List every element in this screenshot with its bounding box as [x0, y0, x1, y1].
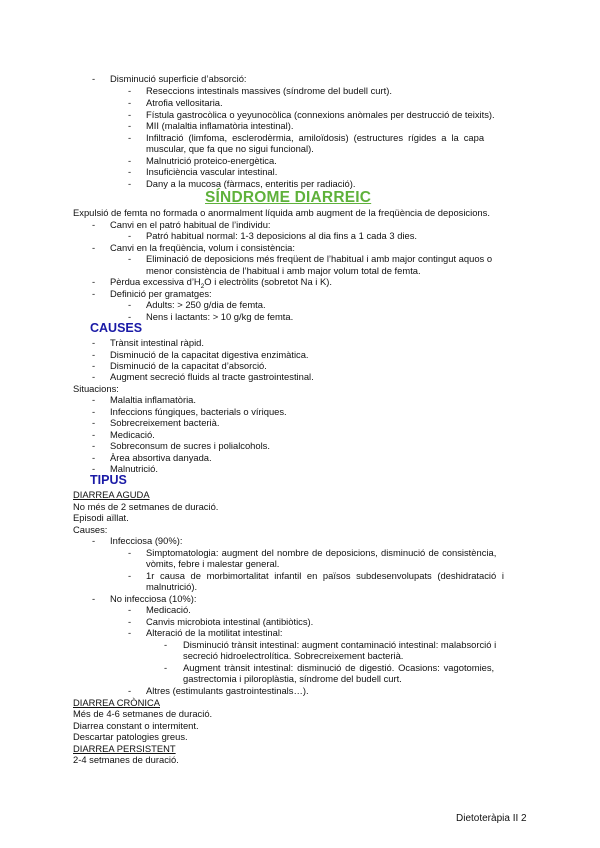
text-part: Pèrdua excessiva d’H	[110, 276, 201, 287]
bullet-dash: -	[92, 360, 96, 371]
text-line: Descartar patologies greus.	[73, 731, 188, 742]
list-item: Àrea absortiva danyada.	[110, 452, 212, 463]
section-heading-syndrome: SÍNDROME DIARREIC	[205, 189, 372, 206]
list-item: Alteració de la motilitat intestinal:	[146, 627, 283, 638]
subheading-acute: DIARREA AGUDA	[73, 489, 150, 500]
bullet-dash: -	[92, 406, 96, 417]
list-item: No infecciosa (10%):	[110, 593, 197, 604]
list-item-continuation: secreció hidroelectrolítica. Sobrecreixement bacterià.	[183, 650, 404, 661]
list-item: Medicació.	[146, 604, 191, 615]
subheading-chronic: DIARREA CRÒNICA	[73, 697, 160, 708]
section-heading-causes: CAUSES	[90, 321, 143, 335]
list-item-continuation: gastrectomia i piloroplàstia, síndrome del budell curt.	[183, 673, 402, 684]
list-item-continuation: malnutrició).	[146, 581, 198, 592]
list-item: Malnutrició proteico-energètica.	[146, 155, 277, 166]
list-item: Canvis microbiota intestinal (antibiòtics).	[146, 616, 314, 627]
list-item: Malnutrició.	[110, 463, 158, 474]
list-item: Canvi en la freqüència, volum i consistència:	[110, 242, 295, 253]
bullet-dash: -	[92, 371, 96, 382]
bullet-dash: -	[128, 230, 132, 241]
bullet-dash: -	[128, 570, 132, 581]
bullet-dash: -	[128, 685, 132, 696]
list-item: Infeccions fúngiques, bacterials o víriques.	[110, 406, 287, 417]
bullet-dash: -	[92, 535, 96, 546]
list-item: Reseccions intestinals massives (síndrome del budell curt).	[146, 85, 392, 96]
bullet-dash: -	[128, 616, 132, 627]
bullet-dash: -	[128, 109, 132, 120]
situations-label: Situacions:	[73, 383, 119, 394]
list-item: Disminució trànsit intestinal: augment contaminació intestinal: malabsorció i	[183, 639, 497, 650]
bullet-dash: -	[128, 547, 132, 558]
list-item: MII (malaltia inflamatòria intestinal).	[146, 120, 294, 131]
bullet-dash: -	[128, 120, 132, 131]
list-item: Infiltració (limfoma, esclerodèrmia, amiloïdosis) (estructures rígides a la capa	[146, 132, 485, 143]
text-line: Més de 4-6 setmanes de duració.	[73, 708, 213, 719]
list-item: 1r causa de morbimortalitat infantil en països subdesenvolupats (deshidratació i	[146, 570, 504, 581]
list-item-continuation: vòmits, febre i malestar general.	[146, 558, 280, 569]
bullet-dash: -	[128, 604, 132, 615]
list-item: Adults: > 250 g/dia de femta.	[146, 299, 266, 310]
list-item: Augment trànsit intestinal: disminució de digestió. Ocasions: vagotomies,	[183, 662, 495, 673]
list-item: Medicació.	[110, 429, 155, 440]
bullet-dash: -	[92, 417, 96, 428]
list-item: Patró habitual normal: 1-3 deposicions al dia fins a 1 cada 3 dies.	[146, 230, 417, 241]
list-item: Definició per gramatges:	[110, 288, 212, 299]
list-item: Dany a la mucosa (fàrmacs, enteritis per radiació).	[146, 178, 356, 189]
bullet-dash: -	[92, 73, 96, 84]
bullet-dash: -	[92, 452, 96, 463]
list-item: Infecciosa (90%):	[110, 535, 183, 546]
bullet-dash: -	[92, 349, 96, 360]
list-item: Malaltia inflamatòria.	[110, 394, 196, 405]
bullet-dash: -	[128, 253, 132, 264]
bullet-dash: -	[128, 311, 132, 322]
subheading-persistent: DIARREA PERSISTENT	[73, 743, 176, 754]
bullet-dash: -	[128, 97, 132, 108]
bullet-dash: -	[92, 276, 96, 287]
subscript: 2	[200, 282, 205, 290]
bullet-dash: -	[92, 219, 96, 230]
bullet-dash: -	[92, 440, 96, 451]
bullet-dash: -	[128, 132, 132, 143]
list-item: Simptomatologia: augment del nombre de deposicions, disminució de consistència,	[146, 547, 497, 558]
bullet-dash: -	[92, 463, 96, 474]
malabsorption-intro: Disminució superficie d’absorció:	[110, 73, 247, 84]
list-item: Fístula gastrocòlica o yeyunocòlica (connexions anòmales per destrucció de teixits).	[146, 109, 495, 120]
section-heading-tipus: TIPUS	[90, 473, 127, 487]
list-item: Sobrecreixement bacterià.	[110, 417, 220, 428]
list-item: Disminució de la capacitat digestiva enzimàtica.	[110, 349, 309, 360]
bullet-dash: -	[92, 242, 96, 253]
list-item-continuation: menor consistència de l’habitual i amb major volum total de femta.	[146, 265, 421, 276]
text-line: No més de 2 setmanes de duració.	[73, 501, 219, 512]
bullet-dash: -	[128, 299, 132, 310]
text-line: Episodi aïllat.	[73, 512, 129, 523]
bullet-dash: -	[92, 593, 96, 604]
definition-text: Expulsió de femta no formada o anormalment líquida amb augment de la freqüència de deposicions.	[73, 207, 490, 218]
list-item: Trànsit intestinal ràpid.	[110, 337, 204, 348]
list-item: Altres (estimulants gastrointestinals…).	[146, 685, 309, 696]
list-item: Eliminació de deposicions més freqüent de l’habitual i amb major contingut aquos o	[146, 253, 493, 264]
list-item: Canvi en el patró habitual de l’individu:	[110, 219, 271, 230]
list-item: Atrofia vellositaria.	[146, 97, 223, 108]
list-item: Augment secreció fluids al tracte gastrointestinal.	[110, 371, 314, 382]
bullet-dash: -	[164, 662, 168, 673]
list-item: Insuficiència vascular intestinal.	[146, 166, 278, 177]
bullet-dash: -	[128, 178, 132, 189]
page-footer: Dietoteràpia II 2	[456, 813, 527, 824]
text-line: 2-4 setmanes de duració.	[73, 754, 179, 765]
list-item-continuation: muscular, que fa que no sigui funcional).	[146, 143, 314, 154]
text-line: Causes:	[73, 524, 108, 535]
text-line: Diarrea constant o intermitent.	[73, 720, 199, 731]
list-item: Disminució de la capacitat d’absorció.	[110, 360, 267, 371]
bullet-dash: -	[128, 166, 132, 177]
list-item: Sobreconsum de sucres i polialcohols.	[110, 440, 270, 451]
bullet-dash: -	[128, 155, 132, 166]
text-part: O i electròlits (sobretot Na i K).	[204, 276, 332, 287]
bullet-dash: -	[92, 288, 96, 299]
bullet-dash: -	[128, 627, 132, 638]
bullet-dash: -	[164, 639, 168, 650]
bullet-dash: -	[128, 85, 132, 96]
list-item: Nens i lactants: > 10 g/kg de femta.	[146, 311, 294, 322]
bullet-dash: -	[92, 429, 96, 440]
bullet-dash: -	[92, 394, 96, 405]
bullet-dash: -	[92, 337, 96, 348]
